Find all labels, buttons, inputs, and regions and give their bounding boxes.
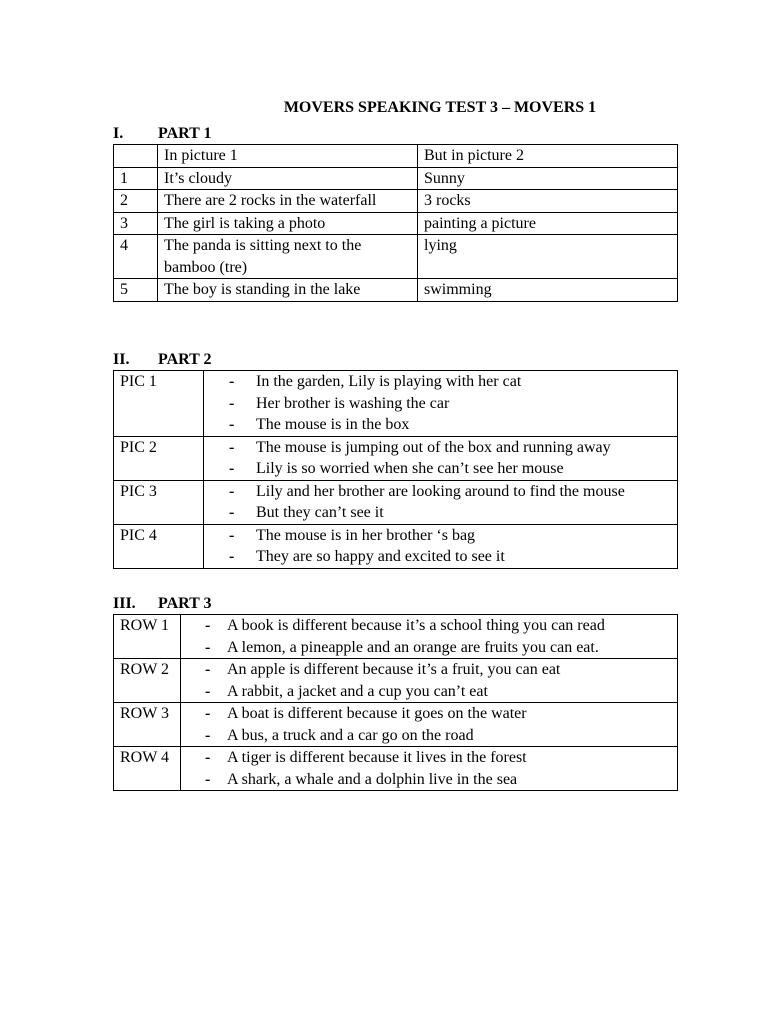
picture2-cell: lying [418,235,678,279]
section-title: PART 1 [158,125,212,142]
picture1-cell: The panda is sitting next to the bamboo (tre) [158,235,418,279]
sentence-list [204,525,671,568]
table-row [114,235,678,279]
table-row [114,371,678,437]
table-row [114,659,678,703]
table-row [114,190,678,213]
sentence-list [181,615,671,658]
picture2-cell: 3 rocks [418,190,678,213]
section-heading-part2 [113,349,212,371]
picture1-cell: The girl is taking a photo [158,212,418,235]
table-row [114,703,678,747]
table-row [114,436,678,480]
list-item: - The mouse is in her brother ‘s bag [204,525,671,547]
picture1-cell: The boy is standing in the lake [158,279,418,302]
list-item: - Lily is so worried when she can’t see her mouse [204,458,671,480]
row-number: 2 [114,190,158,213]
list-item: - The mouse is jumping out of the box and running away [204,437,671,459]
list-item: - A rabbit, a jacket and a cup you can’t eat [181,681,671,703]
section-numeral: III. [113,595,136,612]
picture2-cell: painting a picture [418,212,678,235]
sentence-list [204,481,671,524]
list-item: - A book is different because it’s a school thing you can read [181,615,671,637]
list-item: - An apple is different because it’s a fruit, you can eat [181,659,671,681]
table-header-row [114,145,678,168]
list-item: - A lemon, a pineapple and an orange are fruits you can eat. [181,637,671,659]
part1-table [113,144,678,302]
table-header-cell: In picture 1 [158,145,418,168]
picture-label: PIC 1 [114,371,204,437]
picture2-cell: Sunny [418,167,678,190]
table-row [114,524,678,568]
table-row [114,279,678,302]
picture2-cell: swimming [418,279,678,302]
table-row [114,747,678,791]
row-label: ROW 2 [114,659,181,703]
row-number: 3 [114,212,158,235]
sentence-list [204,437,671,480]
row-number: 4 [114,235,158,279]
list-item: - Lily and her brother are looking around to find the mouse [204,481,671,503]
table-row [114,212,678,235]
list-item: - But they can’t see it [204,502,671,524]
list-item: - A tiger is different because it lives in the forest [181,747,671,769]
section-heading-part1 [113,123,212,145]
part2-table [113,370,678,569]
section-title: PART 2 [158,351,212,368]
part3-table [113,614,678,791]
picture-label: PIC 2 [114,436,204,480]
list-item: - A shark, a whale and a dolphin live in the sea [181,769,671,791]
section-numeral: I. [113,125,124,142]
page-title: MOVERS SPEAKING TEST 3 – MOVERS 1 [283,99,597,116]
list-item: - In the garden, Lily is playing with her cat [204,371,671,393]
picture-label: PIC 3 [114,480,204,524]
sentence-list [181,747,671,790]
section-heading-part3 [113,593,212,615]
table-header-cell [114,145,158,168]
picture1-cell: There are 2 rocks in the waterfall [158,190,418,213]
row-label: ROW 4 [114,747,181,791]
row-number: 1 [114,167,158,190]
list-item: - A bus, a truck and a car go on the road [181,725,671,747]
picture1-cell: It’s cloudy [158,167,418,190]
list-item: - They are so happy and excited to see it [204,546,671,568]
sentence-list [181,703,671,746]
row-label: ROW 3 [114,703,181,747]
section-title: PART 3 [158,595,212,612]
sentence-list [181,659,671,702]
row-number: 5 [114,279,158,302]
list-item: - The mouse is in the box [204,414,671,436]
table-row [114,167,678,190]
sentence-list [204,371,671,436]
table-header-cell: But in picture 2 [418,145,678,168]
list-item: - A boat is different because it goes on the water [181,703,671,725]
section-numeral: II. [113,351,130,368]
picture-label: PIC 4 [114,524,204,568]
list-item: - Her brother is washing the car [204,393,671,415]
table-row [114,480,678,524]
row-label: ROW 1 [114,615,181,659]
table-row [114,615,678,659]
